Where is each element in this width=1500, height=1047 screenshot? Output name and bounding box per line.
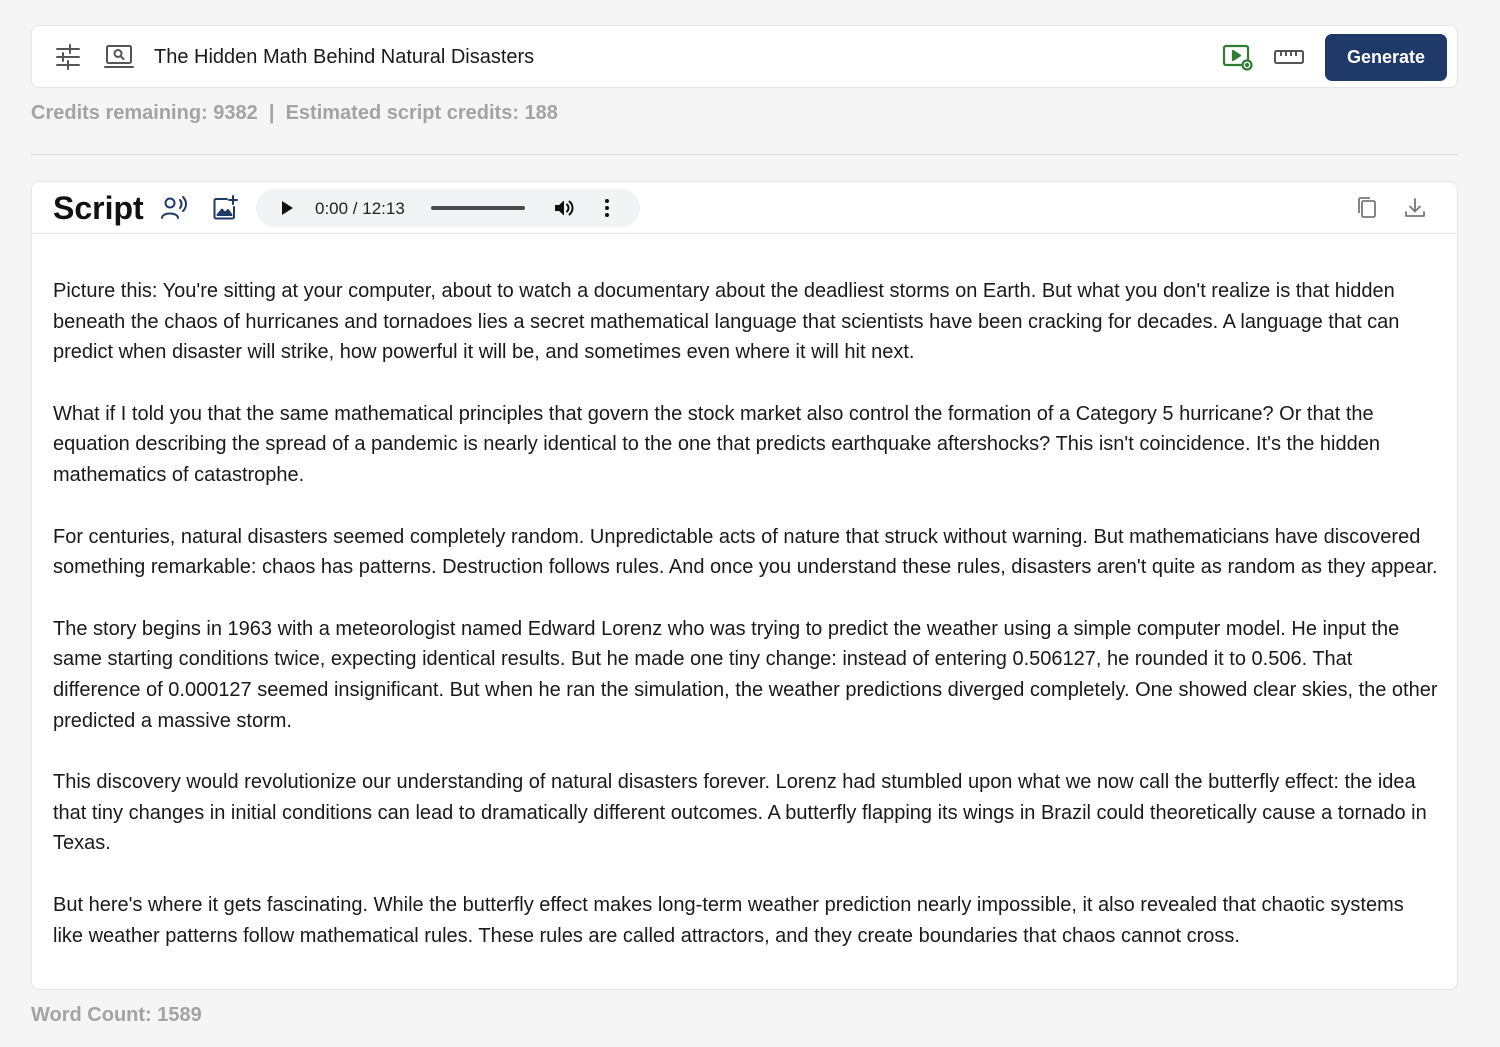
- download-icon[interactable]: [1397, 190, 1433, 226]
- volume-icon[interactable]: [552, 196, 576, 220]
- voice-icon[interactable]: [156, 190, 192, 226]
- script-title: Script: [53, 190, 144, 226]
- script-paragraph: This discovery would revolutionize our understanding of natural disasters forever. Lorenz had stumbled upon what we now call the butterfly effect: the idea that tiny changes in initial conditions can lead to dramatically different outcomes. A butterfly flapping its wings in Brazil could theoretically cause a tornado in Texas.: [53, 771, 1427, 855]
- script-paragraph: What if I told you that the same mathematical principles that govern the stock market also control the formation of a Category 5 hurricane? Or that the equation describing the spread of a pandemic is nearly identical to the one that predicts earthquake aftershocks? This isn't coincidence. It's the hidden mathematics of catastrophe.: [53, 402, 1380, 486]
- ruler-icon[interactable]: [1271, 39, 1307, 75]
- word-count: Word Count: 1589: [31, 1004, 202, 1026]
- sliders-icon[interactable]: [50, 39, 86, 75]
- audio-player[interactable]: [256, 189, 640, 227]
- generate-button[interactable]: Generate: [1325, 34, 1447, 81]
- script-header: [32, 182, 1457, 234]
- audio-time: 0:00 / 12:13: [315, 199, 405, 218]
- top-bar: [31, 25, 1458, 88]
- video-settings-icon[interactable]: [1220, 39, 1256, 75]
- script-panel: [31, 181, 1458, 990]
- script-paragraph: But here's where it gets fascinating. While the butterfly effect makes long-term weather prediction nearly impossible, it also revealed that chaotic systems like weather patterns follow mathematical rules. These rules are called attractors, and they create boundaries that chaos cannot cross.: [53, 893, 1404, 947]
- credits-info: Credits remaining: 9382 | Estimated script credits: 188: [31, 102, 558, 124]
- audio-progress-track[interactable]: [431, 206, 525, 210]
- monitor-search-icon[interactable]: [101, 39, 137, 75]
- script-text[interactable]: [53, 276, 1438, 982]
- add-image-icon[interactable]: [207, 190, 243, 226]
- title-input[interactable]: [154, 40, 1054, 74]
- script-paragraph: Picture this: You're sitting at your computer, about to watch a documentary about the deadliest storms on Earth. But what you don't realize is that hidden beneath the chaos of hurricanes and tornadoes lies a secret mathematical language that scientists have been cracking for decades. A language that can predict when disaster will strike, how powerful it will be, and sometimes even where it will hit next.: [53, 280, 1400, 364]
- copy-icon[interactable]: [1349, 190, 1385, 226]
- divider: [31, 154, 1458, 155]
- script-paragraph: For centuries, natural disasters seemed completely random. Unpredictable acts of nature that struck without warning. But mathematicians have discovered something remarkable: chaos has patterns. Destruction follows rules. And once you understand these rules, disasters aren't quite as random as they appear.: [53, 525, 1438, 579]
- more-options-icon[interactable]: [595, 196, 619, 220]
- play-icon[interactable]: [274, 196, 298, 220]
- script-paragraph: The story begins in 1963 with a meteorologist named Edward Lorenz who was trying to predict the weather using a simple computer model. He input the same starting conditions twice, expecting identical results. But he made one tiny change: instead of entering 0.506127, he rounded it to 0.506. That difference of 0.000127 seemed insignificant. But when he ran the simulation, the weather predictions diverged completely. One showed clear skies, the other predicted a massive storm.: [53, 617, 1438, 732]
